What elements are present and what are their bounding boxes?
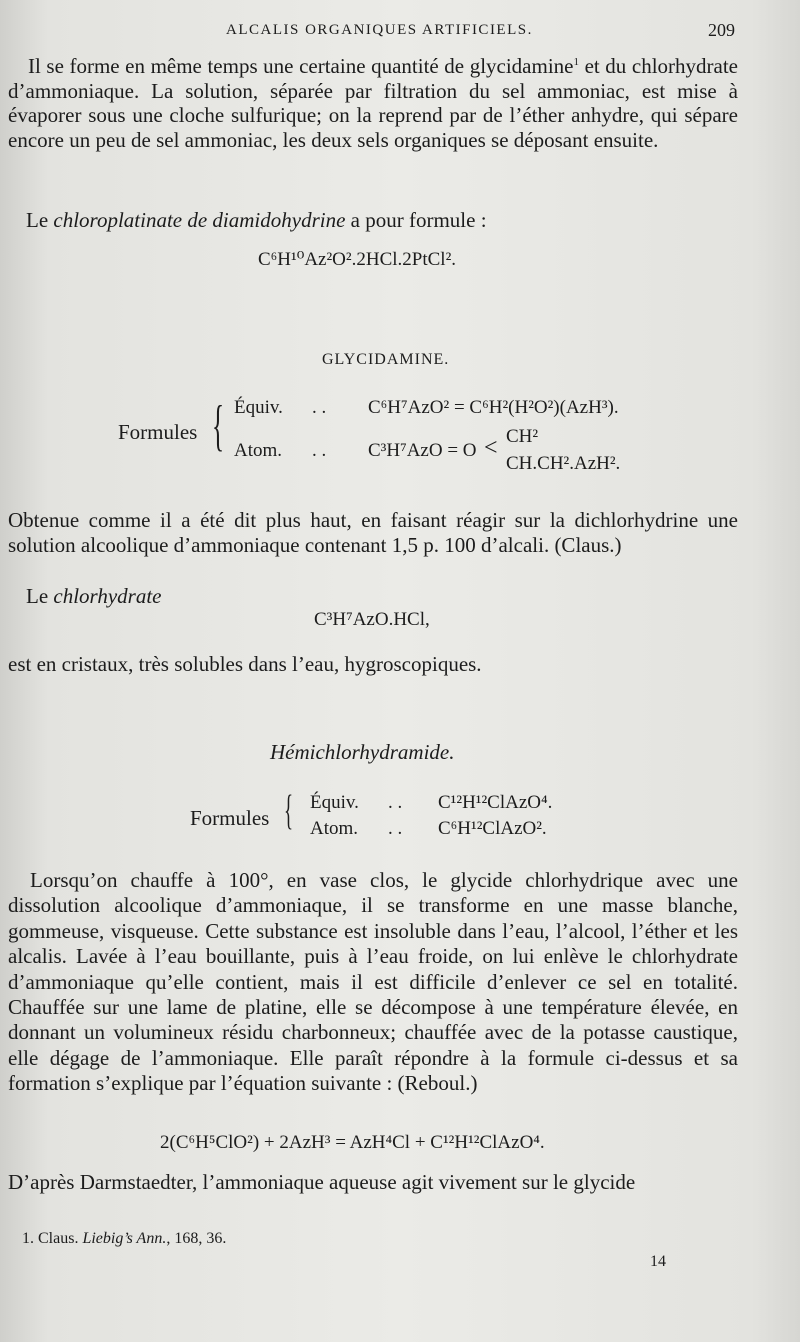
less-than-branch-icon: < bbox=[484, 435, 498, 461]
atom-dots-2: . . bbox=[388, 818, 403, 839]
chloroplatinate-tail: a pour formule : bbox=[345, 208, 487, 232]
section-title-glycidamine: GLYCIDAMINE. bbox=[322, 351, 450, 368]
paragraph-darmstaedter: D’après Darmstaedter, l’ammoniaque aqueuse agit vivement sur le glycide bbox=[8, 1170, 636, 1194]
equiv-formula-2: C¹²H¹²ClAzO⁴. bbox=[438, 792, 553, 813]
paragraph-intro-text-b: et du chlorhydrate d’ammoniaque. La solution, séparée par filtration du sel ammoniac, est mise à évaporer sous une cloche sulfurique; on la reprend par de l’éther anhydre, qui sépare encore un peu de sel ammoniac, les deux sels organiques se déposant ensuite. bbox=[8, 54, 738, 152]
paragraph-intro bbox=[8, 54, 738, 152]
atom-formula-2: C⁶H¹²ClAzO². bbox=[438, 818, 547, 839]
equiv-label-2: Équiv. bbox=[310, 792, 359, 813]
atom-label-1: Atom. bbox=[234, 440, 283, 461]
equiv-dots-1: . . bbox=[312, 397, 327, 418]
footnote-ref: 1 bbox=[573, 56, 579, 68]
chlorhydrate-line bbox=[26, 584, 162, 609]
footnote bbox=[22, 1230, 226, 1248]
footnote-ref-text: , 168, 36. bbox=[166, 1230, 227, 1247]
chlorhydrate-formula: C³H⁷AzO.HCl, bbox=[314, 609, 430, 630]
chloroplatinate-formula: C⁶H¹⁰Az²O².2HCl.2PtCl². bbox=[258, 249, 457, 270]
formules-label-2: Formules bbox=[190, 806, 270, 830]
chloroplatinate-italic: chloroplatinate de diamidohydrine bbox=[53, 208, 346, 232]
footnote-number: 1. bbox=[22, 1230, 34, 1247]
hemichlorhydramide-title-text: Hémichlorhydramide. bbox=[270, 740, 455, 764]
chloroplatinate-line bbox=[26, 208, 487, 233]
equiv-label-1: Équiv. bbox=[234, 397, 283, 418]
chloroplatinate-lead: Le bbox=[26, 208, 54, 232]
footnote-author: Claus. bbox=[38, 1230, 79, 1247]
atom-formula-1: C³H⁷AzO = O bbox=[368, 440, 477, 461]
paragraph-intro-text-a: Il se forme en même temps une certaine quantité de glycidamine bbox=[28, 54, 574, 78]
branch-top-formula: CH² bbox=[506, 426, 539, 447]
formules-label-1: Formules bbox=[118, 420, 198, 444]
reaction-equation: 2(C⁶H⁵ClO²) + 2AzH³ = AzH⁴Cl + C¹²H¹²ClAzO⁴. bbox=[160, 1132, 545, 1153]
running-title: ALCALIS ORGANIQUES ARTIFICIELS. bbox=[226, 22, 533, 38]
hemichlorhydramide-title bbox=[270, 740, 455, 765]
brace-icon: { bbox=[212, 395, 225, 457]
atom-dots-1: . . bbox=[312, 440, 327, 461]
paragraph-lorsquon: Lorsqu’on chauffe à 100°, en vase clos, le glycide chlorhydrique avec une dissolution alcoolique d’ammoniaque, il se transforme en une masse blanche, gommeuse, visqueuse. Cette substance est insoluble dans l’eau, l’alcool, l’éther et les alcalis. Lavée à l’eau bouillante, puis à l’eau froide, on lui enlève le chlorhydrate d’ammoniaque qu’elle contient, mais il est difficile d’enlever ce sel en totalité. Chauffée sur une lame de platine, elle se décompose à une température élevée, en donnant un volumineux résidu charbonneux; chauffée avec de la potasse caustique, elle dégage de l’ammoniaque. Elle paraît répondre à la formule ci-dessus et sa formation s’explique par l’équation suivante : (Reboul.) bbox=[8, 868, 738, 1096]
equiv-dots-2: . . bbox=[388, 792, 403, 813]
brace-icon: { bbox=[284, 788, 294, 834]
chlorhydrate-tail: est en cristaux, très solubles dans l’eau, hygroscopiques. bbox=[8, 652, 482, 676]
chlorhydrate-lead: Le bbox=[26, 584, 54, 608]
chlorhydrate-italic: chlorhydrate bbox=[53, 584, 162, 608]
footnote-journal: Liebig’s Ann. bbox=[82, 1230, 167, 1247]
paragraph-obtenue: Obtenue comme il a été dit plus haut, en faisant réagir sur la dichlorhydrine une solution alcoolique d’ammoniaque contenant 1,5 p. 100 d’alcali. (Claus.) bbox=[8, 508, 738, 557]
page-number: 209 bbox=[708, 20, 735, 40]
signature-mark: 14 bbox=[650, 1253, 666, 1270]
branch-bottom-formula: CH.CH².AzH². bbox=[506, 453, 621, 474]
equiv-formula-1: C⁶H⁷AzO² = C⁶H²(H²O²)(AzH³). bbox=[368, 397, 619, 418]
atom-label-2: Atom. bbox=[310, 818, 359, 839]
